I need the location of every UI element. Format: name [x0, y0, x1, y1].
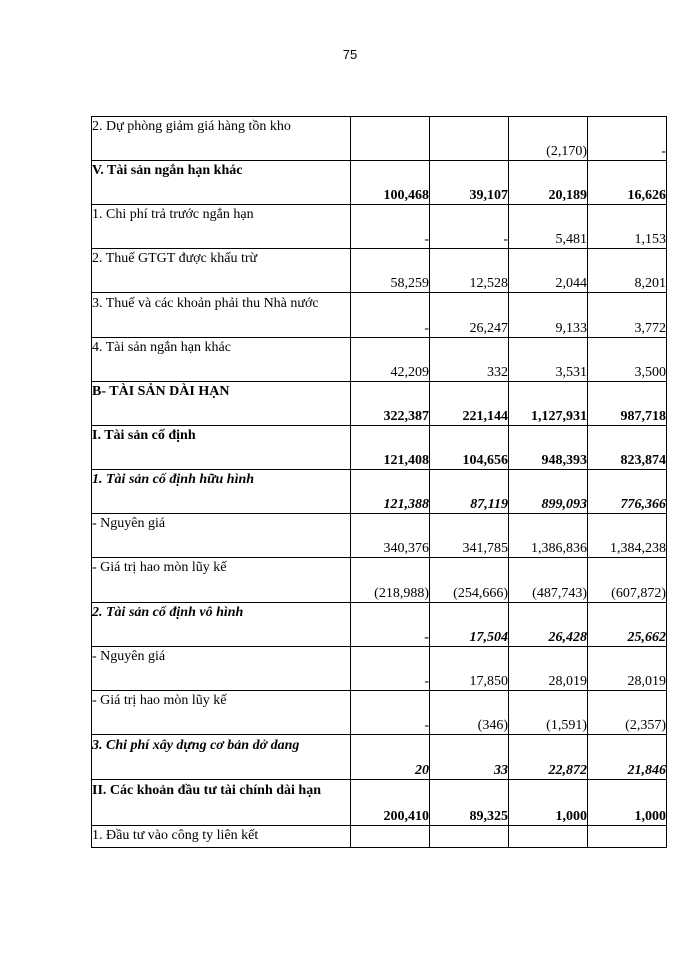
value-cell: 823,874: [588, 426, 667, 470]
value-cell: -: [351, 603, 430, 647]
value-cell: 121,408: [351, 426, 430, 470]
value-cell: 22,872: [509, 735, 588, 780]
value-cell: 1,153: [588, 205, 667, 249]
table-row: [92, 249, 667, 293]
row-label: I. Tài sản cố định: [92, 426, 351, 470]
value-cell: 17,504: [430, 603, 509, 647]
table-row: [92, 826, 667, 848]
value-cell: 200,410: [351, 780, 430, 826]
value-cell: 1,000: [588, 780, 667, 826]
value-cell: [351, 117, 430, 161]
value-cell: 948,393: [509, 426, 588, 470]
value-cell: 5,481: [509, 205, 588, 249]
value-cell: 25,662: [588, 603, 667, 647]
table-row: [92, 426, 667, 470]
value-cell: 104,656: [430, 426, 509, 470]
row-label: 3. Thuế và các khoản phải thu Nhà nước: [92, 293, 351, 338]
value-cell: 89,325: [430, 780, 509, 826]
value-cell: 100,468: [351, 161, 430, 205]
value-cell: 26,428: [509, 603, 588, 647]
balance-sheet-table: [91, 116, 667, 848]
value-cell: 12,528: [430, 249, 509, 293]
value-cell: 21,846: [588, 735, 667, 780]
row-label: - Nguyên giá: [92, 514, 351, 558]
value-cell: -: [351, 691, 430, 735]
value-cell: (2,170): [509, 117, 588, 161]
value-cell: 1,386,836: [509, 514, 588, 558]
value-cell: 39,107: [430, 161, 509, 205]
value-cell: 33: [430, 735, 509, 780]
table-row: [92, 647, 667, 691]
value-cell: (2,357): [588, 691, 667, 735]
row-label: 2. Dự phòng giảm giá hàng tồn kho: [92, 117, 351, 161]
value-cell: 3,500: [588, 338, 667, 382]
value-cell: 1,127,931: [509, 382, 588, 426]
value-cell: 9,133: [509, 293, 588, 338]
row-label: 3. Chi phí xây dựng cơ bản dở dang: [92, 735, 351, 780]
table-row: [92, 205, 667, 249]
value-cell: (607,872): [588, 558, 667, 603]
row-label: 2. Tài sản cố định vô hình: [92, 603, 351, 647]
value-cell: 20,189: [509, 161, 588, 205]
page-number: 75: [342, 47, 358, 62]
value-cell: -: [351, 205, 430, 249]
value-cell: 58,259: [351, 249, 430, 293]
value-cell: (346): [430, 691, 509, 735]
value-cell: 28,019: [588, 647, 667, 691]
value-cell: [351, 826, 430, 848]
row-label: - Giá trị hao mòn lũy kế: [92, 691, 351, 735]
value-cell: [430, 826, 509, 848]
value-cell: 1,000: [509, 780, 588, 826]
row-label: V. Tài sản ngắn hạn khác: [92, 161, 351, 205]
value-cell: 340,376: [351, 514, 430, 558]
table-row: [92, 161, 667, 205]
value-cell: 341,785: [430, 514, 509, 558]
table-row: [92, 691, 667, 735]
value-cell: 3,772: [588, 293, 667, 338]
value-cell: 17,850: [430, 647, 509, 691]
value-cell: 899,093: [509, 470, 588, 514]
row-label: - Giá trị hao mòn lũy kế: [92, 558, 351, 603]
row-label: - Nguyên giá: [92, 647, 351, 691]
table-row: [92, 735, 667, 780]
table-body: [92, 117, 667, 848]
value-cell: [588, 826, 667, 848]
table-row: [92, 382, 667, 426]
value-cell: 20: [351, 735, 430, 780]
value-cell: 221,144: [430, 382, 509, 426]
value-cell: -: [351, 293, 430, 338]
value-cell: (487,743): [509, 558, 588, 603]
value-cell: (1,591): [509, 691, 588, 735]
value-cell: 8,201: [588, 249, 667, 293]
value-cell: 3,531: [509, 338, 588, 382]
value-cell: 2,044: [509, 249, 588, 293]
table-row: [92, 780, 667, 826]
value-cell: -: [430, 205, 509, 249]
row-label: 1. Chi phí trả trước ngắn hạn: [92, 205, 351, 249]
value-cell: 776,366: [588, 470, 667, 514]
table-row: [92, 603, 667, 647]
table-row: [92, 470, 667, 514]
table-row: [92, 558, 667, 603]
value-cell: -: [588, 117, 667, 161]
row-label: 2. Thuế GTGT được khấu trừ: [92, 249, 351, 293]
row-label: 1. Đầu tư vào công ty liên kết: [92, 826, 351, 848]
row-label: 1. Tài sản cố định hữu hình: [92, 470, 351, 514]
value-cell: 987,718: [588, 382, 667, 426]
value-cell: (218,988): [351, 558, 430, 603]
row-label: B- TÀI SẢN DÀI HẠN: [92, 382, 351, 426]
value-cell: 121,388: [351, 470, 430, 514]
value-cell: 26,247: [430, 293, 509, 338]
row-label: II. Các khoản đầu tư tài chính dài hạn: [92, 780, 351, 826]
row-label: 4. Tài sản ngắn hạn khác: [92, 338, 351, 382]
value-cell: 16,626: [588, 161, 667, 205]
table-row: [92, 514, 667, 558]
value-cell: -: [351, 647, 430, 691]
table-row: [92, 293, 667, 338]
table-row: [92, 117, 667, 161]
value-cell: 28,019: [509, 647, 588, 691]
value-cell: (254,666): [430, 558, 509, 603]
value-cell: 87,119: [430, 470, 509, 514]
value-cell: [430, 117, 509, 161]
value-cell: [509, 826, 588, 848]
value-cell: 322,387: [351, 382, 430, 426]
value-cell: 332: [430, 338, 509, 382]
table-row: [92, 338, 667, 382]
value-cell: 42,209: [351, 338, 430, 382]
value-cell: 1,384,238: [588, 514, 667, 558]
